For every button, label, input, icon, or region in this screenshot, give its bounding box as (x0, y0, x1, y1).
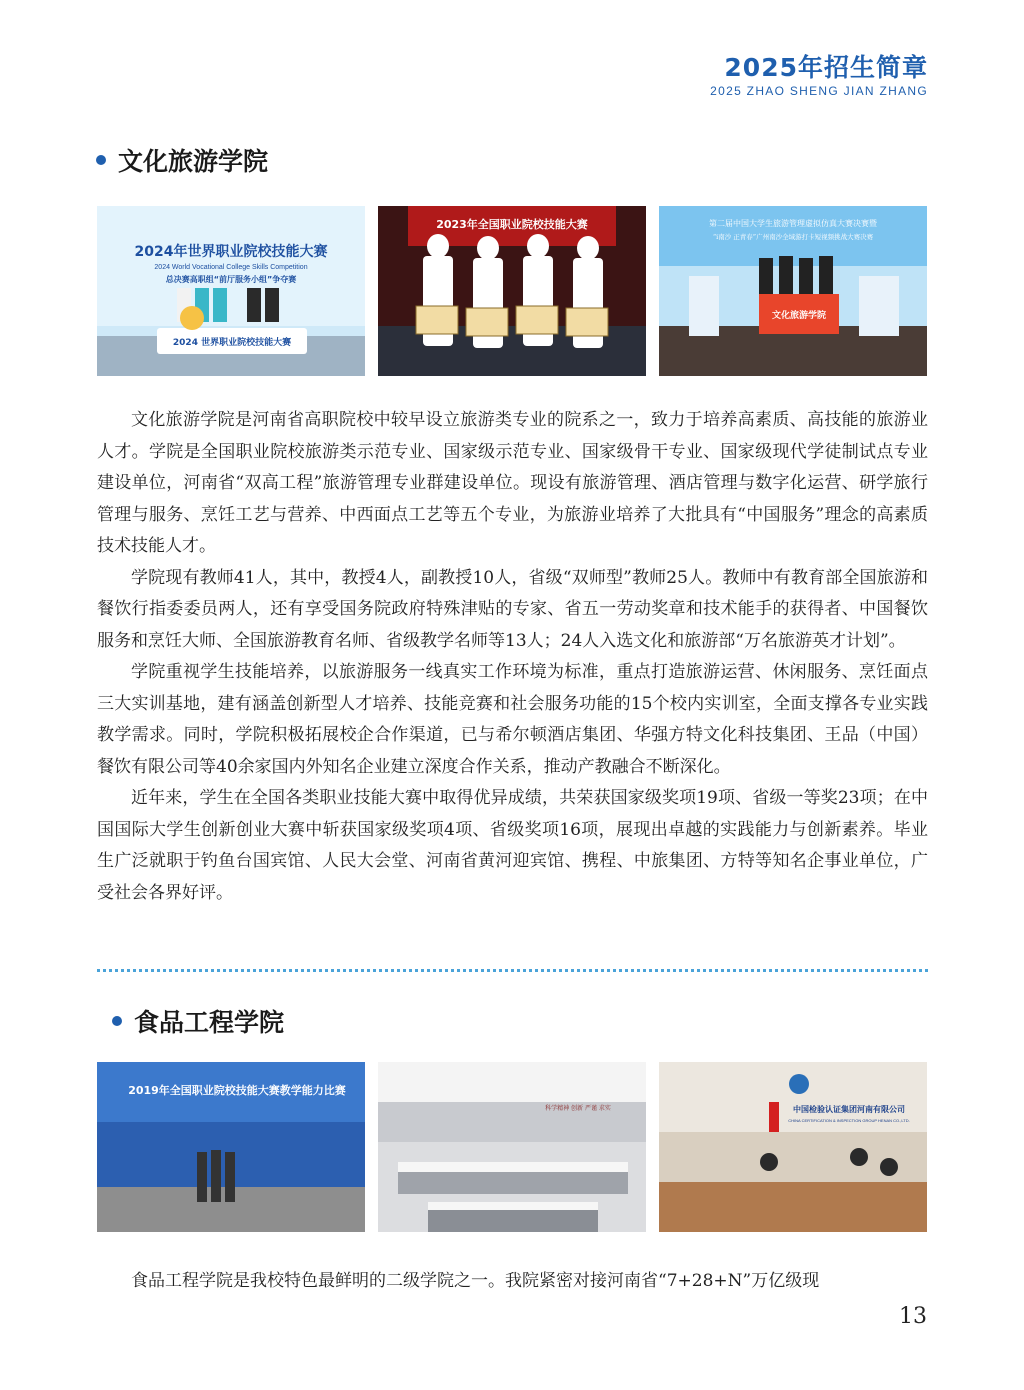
photo-caption-line1: 2024年世界职业院校技能大赛 (134, 244, 328, 260)
photo-caption-line3: 总决赛高职组“前厅服务小组”争夺赛 (165, 275, 297, 284)
photo-board-text: 2024 世界职业院校技能大赛 (172, 338, 292, 348)
section-body-culture-tourism (97, 405, 928, 909)
photo-world-skills-competition (97, 206, 365, 376)
photo-meeting-certification-group (659, 1062, 927, 1232)
paragraph: 学院现有教师41人，其中，教授4人，副教授10人，省级“双师型”教师25人。教师中有教育部全国旅游和餐饮行指委委员两人，还有享受国务院政府特殊津贴的专家、省五一劳动奖章和技术能手的获得者、中国餐饮服务和烹饪大师、全国旅游教育名师、省级教学名师等13人；24人入选文化和旅游部“万名旅游英才计划”。 (97, 567, 928, 651)
photo-teaching-ability-competition (97, 1062, 365, 1232)
photo-food-lab (378, 1062, 646, 1232)
page-number: 13 (899, 1304, 927, 1329)
photo-chef-competition (378, 206, 646, 376)
brochure-subtitle: 2025 ZHAO SHENG JIAN ZHANG (710, 84, 928, 98)
section-heading-culture-tourism (96, 142, 268, 178)
photo-caption-line2: “i南沙 正青春”广州南沙全域游打卡短视频挑战大赛决赛 (712, 233, 874, 241)
photo-banner-text: 2019年全国职业院校技能大赛教学能力比赛 (128, 1084, 346, 1097)
section-divider (97, 969, 928, 972)
photo-wall-text: 科学精神 创新 严谨 求实 (545, 1105, 611, 1112)
photo-caption-line2: 2024 World Vocational College Skills Competition (154, 264, 308, 271)
photo-sign-text: 中国检验认证集团河南有限公司 (793, 1105, 905, 1114)
brochure-title: 2025年招生简章 (724, 53, 928, 82)
photo-banner-text: 2023年全国职业院校技能大赛 (436, 218, 588, 231)
paragraph: 食品工程学院是我校特色最鲜明的二级学院之一。我院紧密对接河南省“7+28+N”万亿级现 (131, 1271, 820, 1291)
photo-caption-line1: 第二届中国大学生旅游管理虚拟仿真大赛决赛暨 (709, 219, 877, 228)
paragraph: 学院重视学生技能培养，以旅游服务一线真实工作环境为标准，重点打造旅游运营、休闲服务、烹饪面点三大实训基地，建有涵盖创新型人才培养、技能竞赛和社会服务功能的15个校内实训室，全面支撑各专业实践教学需求。同时，学院积极拓展校企合作渠道，已与希尔顿酒店集团、华强方特文化科技集团、王品（中国）餐饮有限公司等40余家国内外知名企业建立深度合作关系，推动产教融合不断深化。 (97, 662, 928, 777)
page-header (710, 52, 928, 98)
section-heading-food-engineering (112, 1003, 284, 1039)
bullet-icon (112, 1016, 122, 1026)
photo-flag-text: 文化旅游学院 (771, 311, 827, 321)
section-body-food-engineering (97, 1266, 928, 1298)
photo-tourism-virtual-sim-final (659, 206, 927, 376)
photo-sign-subtext: CHINA CERTIFICATION & INSPECTION GROUP HENAN CO.,LTD. (788, 1118, 910, 1123)
paragraph: 文化旅游学院是河南省高职院校中较早设立旅游类专业的院系之一，致力于培养高素质、高技能的旅游业人才。学院是全国职业院校旅游类示范专业、国家级示范专业、国家级骨干专业、国家级现代学徒制试点专业建设单位，河南省“双高工程”旅游管理专业群建设单位。现设有旅游管理、酒店管理与数字化运营、研学旅行管理与服务、烹饪工艺与营养、中西面点工艺等五个专业，为旅游业培养了大批具有“中国服务”理念的高素质技术技能人才。 (97, 410, 928, 556)
paragraph: 近年来，学生在全国各类职业技能大赛中取得优异成绩，共荣获国家级奖项19项、省级一等奖23项；在中国国际大学生创新创业大赛中斩获国家级奖项4项、省级奖项16项，展现出卓越的实践能力与创新素养。毕业生广泛就职于钓鱼台国宾馆、人民大会堂、河南省黄河迎宾馆、携程、中旅集团、方特等知名企事业单位，广受社会各界好评。 (97, 788, 928, 903)
bullet-icon (96, 155, 106, 165)
section-title: 文化旅游学院 (118, 147, 269, 176)
section-title: 食品工程学院 (134, 1008, 285, 1037)
